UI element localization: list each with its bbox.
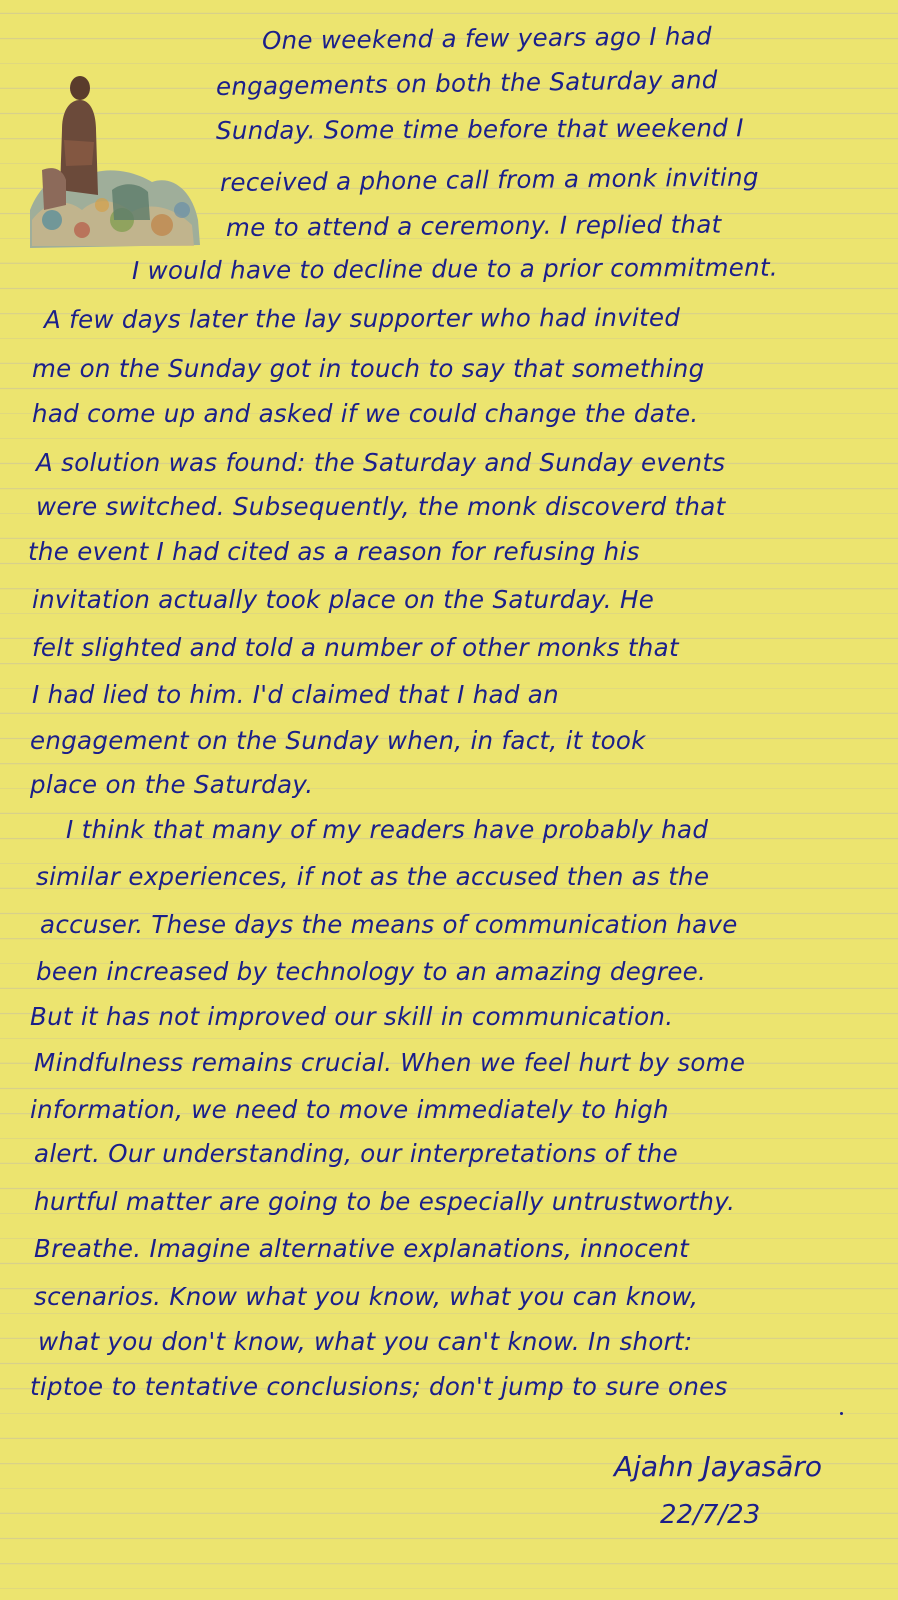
letter-line: accuser. These days the means of communication have bbox=[40, 910, 738, 939]
letter-line: felt slighted and told a number of other monks that bbox=[32, 633, 679, 662]
letter-line: invitation actually took place on the Saturday. He bbox=[32, 585, 655, 614]
letter-line: hurtful matter are going to be especially untrustworthy. bbox=[34, 1187, 736, 1216]
letter-line: Mindfulness remains crucial. When we feel hurt by some bbox=[34, 1048, 746, 1077]
letter-line: me to attend a ceremony. I replied that bbox=[225, 209, 722, 242]
letter-line: But it has not improved our skill in communication. bbox=[30, 1002, 674, 1031]
signature-date: 22/7/23 bbox=[660, 1500, 761, 1530]
letter-line: had come up and asked if we could change the date. bbox=[32, 399, 699, 428]
watercolor-illustration bbox=[22, 70, 202, 255]
letter-line: tiptoe to tentative conclusions; don't jump to sure ones bbox=[30, 1372, 728, 1401]
letter-line: were switched. Subsequently, the monk discoverd that bbox=[36, 492, 726, 521]
letter-line: I would have to decline due to a prior commitment. bbox=[131, 252, 779, 285]
letter-line: Breathe. Imagine alternative explanations, innocent bbox=[34, 1234, 690, 1263]
stray-ink-dot bbox=[840, 1412, 843, 1415]
letter-line: me on the Sunday got in touch to say that something bbox=[32, 354, 705, 383]
letter-line: scenarios. Know what you know, what you can know, bbox=[34, 1282, 699, 1311]
letter-line: A solution was found: the Saturday and Sunday events bbox=[36, 448, 726, 477]
letter-line: the event I had cited as a reason for refusing his bbox=[28, 537, 640, 566]
letter-line: information, we need to move immediately to high bbox=[30, 1095, 669, 1124]
letter-line: alert. Our understanding, our interpretations of the bbox=[34, 1139, 678, 1168]
letter-line: Sunday. Some time before that weekend I bbox=[215, 113, 744, 145]
letter-line: been increased by technology to an amazing degree. bbox=[36, 957, 707, 986]
letter-line: engagement on the Sunday when, in fact, it took bbox=[30, 726, 646, 755]
letter-line: I had lied to him. I'd claimed that I had an bbox=[32, 680, 559, 709]
letter-line: One weekend a few years ago I had bbox=[261, 21, 712, 55]
signature: Ajahn Jayasāro bbox=[614, 1450, 823, 1483]
letter-line: engagements on both the Saturday and bbox=[215, 64, 718, 101]
letter-line: place on the Saturday. bbox=[30, 770, 314, 799]
letter-line: I think that many of my readers have probably had bbox=[66, 815, 709, 844]
letter-line: A few days later the lay supporter who had invited bbox=[43, 302, 681, 334]
letter-line: what you don't know, what you can't know. In short: bbox=[38, 1327, 693, 1356]
letter-line: received a phone call from a monk inviting bbox=[219, 162, 759, 197]
letter-line: similar experiences, if not as the accused then as the bbox=[36, 862, 710, 891]
